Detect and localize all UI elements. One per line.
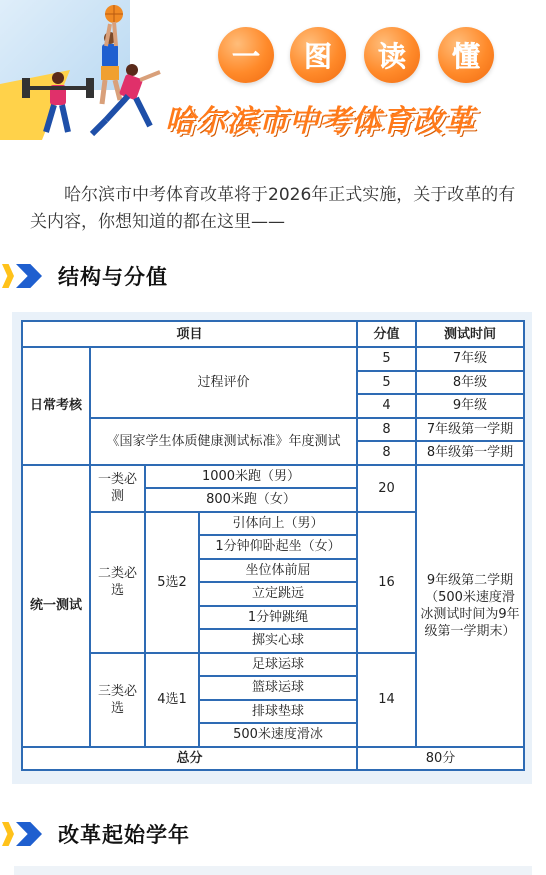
score-cell: 5 [357,347,416,371]
time-cell: 9年级 [416,394,524,418]
score-cell: 16 [357,512,416,653]
section-title: 改革起始学年 [58,823,190,847]
event-cell: 引体向上（男） [199,512,357,536]
total-value: 80分 [357,747,524,771]
cat2-label: 二类必选 [90,512,145,653]
section-title: 结构与分值 [58,265,168,289]
time-cell: 8年级第一学期 [416,441,524,465]
score-table [21,320,525,771]
event-cell: 坐位体前屈 [199,559,357,583]
athletes-illustration [10,0,180,150]
event-cell: 篮球运球 [199,676,357,700]
table-row [22,465,524,489]
title-circles [218,27,528,87]
title-circle: 图 [290,27,346,83]
section-heading-start-year [0,816,190,852]
cat3-choose: 4选1 [145,653,199,747]
title-circle: 读 [364,27,420,83]
process-eval: 过程评价 [90,347,357,418]
daily-label: 日常考核 [22,347,90,465]
header-item: 项目 [22,321,357,347]
event-cell: 1分钟仰卧起坐（女） [199,535,357,559]
event-cell: 1分钟跳绳 [199,606,357,630]
score-cell: 8 [357,441,416,465]
header-score: 分值 [357,321,416,347]
cat3-label: 三类必选 [90,653,145,747]
event-cell: 掷实心球 [199,629,357,653]
score-table-container [12,312,532,784]
time-cell: 8年级 [416,371,524,395]
event-cell: 排球垫球 [199,700,357,724]
event-cell: 1000米跑（男） [145,465,357,489]
section-heading-structure [0,258,168,294]
chevron-icon [2,264,42,288]
score-cell: 8 [357,418,416,442]
total-row [22,747,524,771]
time-cell: 7年级第一学期 [416,418,524,442]
score-cell: 14 [357,653,416,747]
cat2-choose: 5选2 [145,512,199,653]
score-cell: 5 [357,371,416,395]
page-title: 哈尔滨市中考体育改革 [165,104,475,139]
event-cell: 500米速度滑冰 [199,723,357,747]
title-circle: 懂 [438,27,494,83]
table-row [22,418,524,442]
next-section-box [14,866,532,875]
table-row [22,347,524,371]
cat1-label: 一类必测 [90,465,145,512]
event-cell: 足球运球 [199,653,357,677]
intro-paragraph: 哈尔滨市中考体育改革将于2026年正式实施，关于改革的有关内容，你想知道的都在这里—— [30,185,516,232]
header-time: 测试时间 [416,321,524,347]
event-cell: 800米跑（女） [145,488,357,512]
score-cell: 4 [357,394,416,418]
score-cell: 20 [357,465,416,512]
total-label: 总分 [22,747,357,771]
unified-label: 统一测试 [22,465,90,747]
title-circle: 一 [218,27,274,83]
event-cell: 立定跳远 [199,582,357,606]
header-banner [0,0,546,160]
chevron-icon [2,822,42,846]
table-header-row [22,321,524,347]
time-cell: 7年级 [416,347,524,371]
standard-test: 《国家学生体质健康测试标准》年度测试 [90,418,357,465]
unified-time: 9年级第二学期（500米速度滑冰测试时间为9年级第一学期末） [416,465,524,747]
